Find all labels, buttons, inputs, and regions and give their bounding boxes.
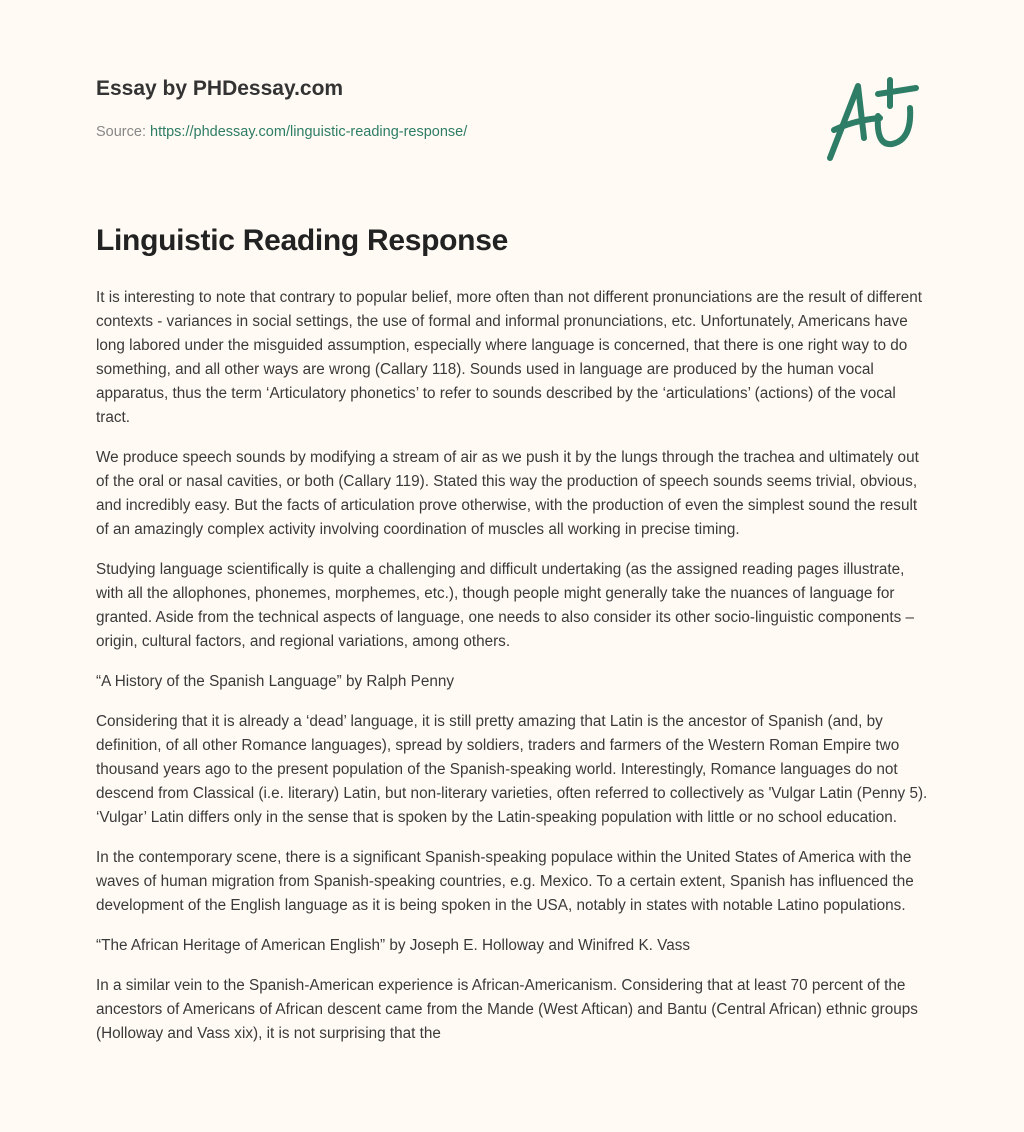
section-heading: “A History of the Spanish Language” by Ralph Penny <box>96 673 454 690</box>
paragraph: Considering that it is already a ‘dead’ language, it is still pretty amazing that Latin is the ancestor of Spanish (and, by definition, of all other Romance languages), spread by soldiers, traders and farmers of the Western Roman Empire two thousand years ago to the present population of the Spanish-speaking world. Interestingly, Romance languages do not descend from Classical (i.e. literary) Latin, but non-literary varieties, often referred to collectively as 'Vulgar Latin (Penny 5). ‘Vulgar’ Latin differs only in the sense that is spoken by the Latin-speaking population with little or no school education. <box>96 713 928 826</box>
paragraph: We produce speech sounds by modifying a stream of air as we push it by the lungs through the trachea and ultimately out of the oral or nasal cavities, or both (Callary 119). Stated this way the production of speech sounds seems trivial, obvious, and incredibly easy. But the facts of articulation prove otherwise, with the production of even the simplest sound the result of an amazingly complex activity involving coordination of muscles all working in precise timing. <box>96 449 919 538</box>
source-link[interactable]: https://phdessay.com/linguistic-reading-response/ <box>150 124 468 140</box>
site-brand: Essay by PHDessay.com <box>96 77 344 100</box>
paragraph: Studying language scientifically is quite a challenging and difficult undertaking (as the assigned reading pages illustrate, with all the allophones, phonemes, morphemes, etc.), though people might generally take the nuances of language for granted. Aside from the technical aspects of language, one needs to also consider its other socio-linguistic components – origin, cultural factors, and regional variations, among others. <box>96 561 915 650</box>
paragraph: In the contemporary scene, there is a significant Spanish-speaking populace within the United States of America with the waves of human migration from Spanish-speaking countries, e.g. Mexico. To a certain extent, Spanish has influenced the development of the English language as it is being spoken in the USA, notably in states with notable Latino populations. <box>96 849 914 914</box>
paragraph: In a similar vein to the Spanish-American experience is African-Americanism. Considering that at least 70 percent of the ancestors of Americans of African descent came from the Mande (West Aftican) and Bantu (Central African) ethnic groups (Holloway and Vass xix), it is not surprising that the <box>96 977 918 1042</box>
paragraph: It is interesting to note that contrary to popular belief, more often than not different pronunciations are the result of different contexts - variances in social settings, the use of formal and informal pronunciations, etc. Unfortunately, Americans have long labored under the misguided assumption, especially where language is concerned, that there is one right way to do something, and all other ways are wrong (Callary 118). Sounds used in language are produced by the human vocal apparatus, thus the term ‘Articulatory phonetics’ to refer to sounds described by the ‘articulations’ (actions) of the vocal tract. <box>96 289 922 426</box>
page-title: Linguistic Reading Response <box>96 224 508 257</box>
section-heading: “The African Heritage of American English” by Joseph E. Holloway and Winifred K. Vass <box>96 937 691 954</box>
essay-body <box>96 286 930 1062</box>
source-line <box>96 124 467 140</box>
a-plus-logo-icon <box>820 68 930 168</box>
source-label: Source: <box>96 124 150 140</box>
